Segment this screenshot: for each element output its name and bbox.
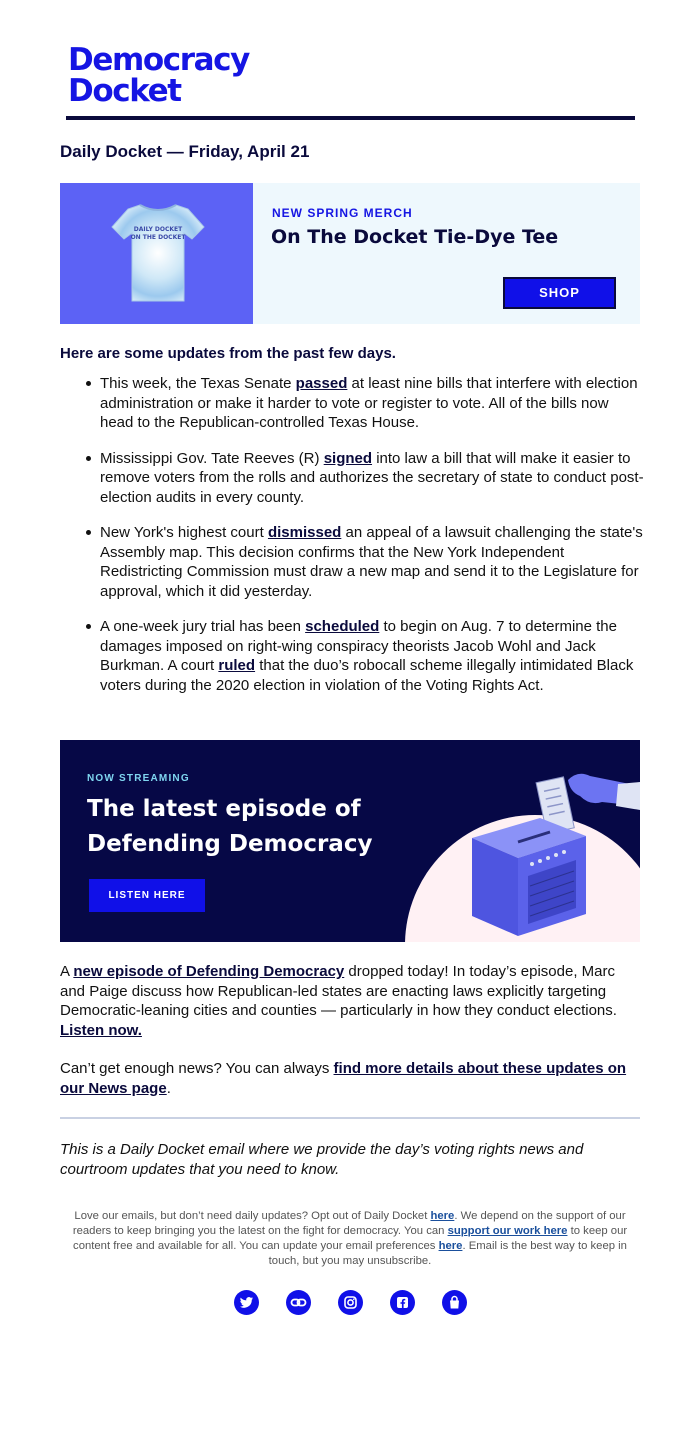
page-title: Daily Docket — Friday, April 21 (60, 142, 310, 161)
footer-copy: . We depend on the support of our readers to keep bringing you the latest on the fight for democracy. You can (72, 1210, 626, 1237)
shirt-print-line-1: DAILY DOCKET (133, 226, 183, 233)
ballot-box-illustration (390, 740, 640, 942)
tie-dye-tee-image[interactable] (60, 183, 253, 324)
signed-link[interactable]: signed (323, 449, 373, 467)
list-item (100, 523, 645, 601)
opt-out-link[interactable]: here (430, 1210, 455, 1222)
para-text: Can’t get enough news? You can always (60, 1060, 334, 1077)
news-paragraph (60, 1059, 642, 1098)
item-text: an appeal of a lawsuit challenging the state's Assembly map. This decision confirms that the New York Independent Redistricting Commission must draw a new map and send it to the Legislature for approval, which it did yesterday. (100, 524, 643, 600)
dismissed-link[interactable]: dismissed (267, 524, 342, 541)
news-page-link[interactable]: find more details about these updates on our News page (60, 1060, 627, 1097)
ruled-link[interactable]: ruled (218, 657, 256, 674)
listen-now-link[interactable]: Listen now. (60, 1021, 142, 1039)
episode-paragraph (60, 962, 642, 1040)
para-text: . (166, 1079, 171, 1097)
shop-bag-icon[interactable] (442, 1290, 467, 1315)
shop-button[interactable]: SHOP (503, 277, 616, 309)
item-text: to begin on Aug. 7 to determine the damages imposed on right-wing conspiracy theorists Jacob Wohl and Jack Burkman. A court (100, 618, 617, 674)
podcast-kicker: NOW STREAMING (87, 773, 190, 784)
podcast-banner[interactable] (60, 740, 640, 942)
item-text: A one-week jury trial has been (100, 618, 306, 635)
shirt-print-line-2: ON THE DOCKET (130, 234, 186, 241)
item-text: that the duo’s robocall scheme illegally intimidated Black voters during the 2020 election in violation of the Voting Rights Act. (100, 657, 634, 694)
footer-copy: to keep our content free and available for all. You can update your email preferences (73, 1225, 628, 1252)
merch-banner[interactable] (60, 183, 640, 324)
merch-title[interactable]: On The Docket Tie-Dye Tee (271, 226, 559, 248)
para-text: A (60, 963, 74, 980)
updates-intro: Here are some updates from the past few days. (60, 345, 396, 362)
facebook-icon[interactable] (390, 1290, 415, 1315)
section-divider (60, 1117, 640, 1119)
item-text: into law a bill that will make it easier to remove voters from the rolls and authorizes the secretary of state to conduct post-election audits in every county. (100, 449, 644, 506)
footer-text (62, 1209, 638, 1269)
scheduled-link[interactable]: scheduled (305, 618, 380, 635)
merch-kicker: NEW SPRING MERCH (272, 206, 413, 220)
podcast-title: The latest episode of Defending Democracy (87, 796, 373, 857)
item-text: Mississippi Gov. Tate Reeves (R) (100, 449, 324, 467)
passed-link[interactable]: passed (295, 375, 348, 392)
list-item (100, 449, 645, 508)
updates-list (100, 374, 645, 711)
item-text: New York's highest court (100, 524, 268, 541)
list-item (100, 617, 645, 695)
democracy-docket-logo[interactable] (68, 42, 268, 109)
listen-here-button[interactable]: LISTEN HERE (89, 879, 205, 912)
twitter-icon[interactable] (234, 1290, 259, 1315)
logo-line-1: Democracy (68, 42, 249, 78)
footer-copy: Love our emails, but don’t need daily updates? Opt out of Daily Docket (74, 1210, 431, 1222)
support-link[interactable]: support our work here (447, 1225, 568, 1237)
about-note: This is a Daily Docket email where we provide the day’s voting rights news and courtroom updates that you need to know. (60, 1141, 584, 1178)
para-text: dropped today! In today’s episode, Marc and Paige discuss how Republican-led states are enacting laws explicitly targeting Democratic-leaning cities and counties — particularly in how they conduct elections. (60, 963, 617, 1019)
list-item (100, 374, 645, 433)
footer-copy: . Email is the best way to keep in touch, but you may unsubscribe. (268, 1240, 627, 1267)
new-episode-link[interactable]: new episode of Defending Democracy (73, 963, 345, 980)
link-icon[interactable] (286, 1290, 311, 1315)
logo-line-2: Docket (68, 73, 181, 109)
instagram-icon[interactable] (338, 1290, 363, 1315)
item-text: at least nine bills that interfere with election administration or make it harder to vote or register to vote. All of the bills now head to the Republican-controlled Texas House. (100, 375, 638, 431)
preferences-link[interactable]: here (438, 1240, 463, 1252)
item-text: This week, the Texas Senate (100, 375, 296, 392)
header-divider (66, 116, 635, 120)
